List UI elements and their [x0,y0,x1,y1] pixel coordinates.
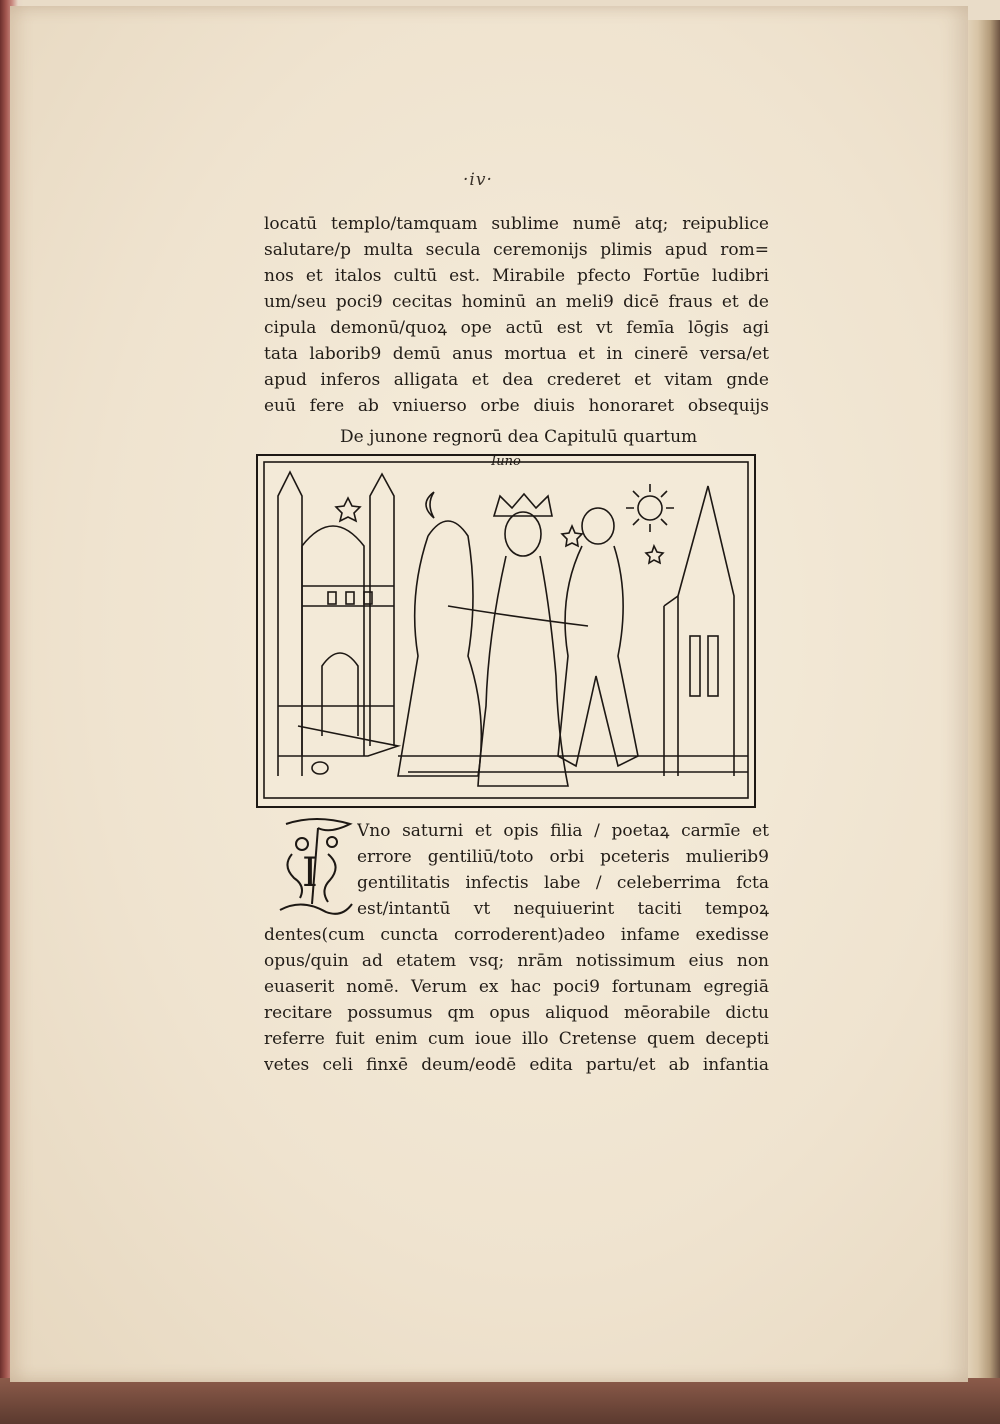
text-line: nos et italos cultū est. Mirabile pfecto Fortūe ludibri [264,266,769,286]
text-line: tata laborib9 demū anus mortua et in cinerē versa/et [264,344,769,364]
text-block-indented [357,818,769,922]
text-line: vetes celi finxē deum/eodē edita partu/et ab infantia [264,1055,769,1075]
initial-ornament [272,814,356,918]
text-line: dentes(cum cuncta corroderent)adeo infame exedisse [264,925,769,945]
text-line: um/seu poci9 cecitas hominū an meli9 dicē fraus et de [264,292,769,312]
woodcut-caption: Iuno [491,454,521,469]
text-line: apud inferos alligata et dea crederet et vitam gnde [264,370,769,390]
text-line: euū fere ab vniuerso orbe diuis honoraret obsequijs [264,396,769,416]
text-line: opus/quin ad etatem vsq; nrām notissimum eius non [264,951,769,971]
page-edge [968,20,1000,1390]
text-line: euaserit nomē. Verum ex hac poci9 fortunam egregiā [264,977,769,997]
text-line: salutare/p multa secula ceremonijs plimis apud rom= [264,240,769,260]
text-line: cipula demonū/quoꝝ ope actū est vt femīa lōgis agi [264,318,769,338]
chapter-heading: De junone regnorū dea Capitulū quartum [340,427,698,447]
decorated-initial [272,814,356,918]
text-block-top [264,211,769,419]
text-line: errore gentiliū/toto orbi pceteris mulierib9 [357,847,769,867]
text-line: referre fuit enim cum ioue illo Cretense quem decepti [264,1029,769,1049]
initial-letter: I [302,850,318,896]
text-line: locatū templo/tamquam sublime numē atq; reipublice [264,214,769,234]
folio-number: ·iv· [463,170,493,190]
text-line: recitare possumus qm opus aliquod mēorabile dictu [264,1003,769,1023]
text-block-bottom [264,922,769,1078]
woodcut-drawing [258,456,754,806]
text-line: Vno saturni et opis filia / poetaꝝ carmīe et [357,821,769,841]
woodcut-illustration [256,454,756,808]
binding-bottom [0,1378,1000,1424]
text-line: est/intantū vt nequiuerint taciti tempoꝝ [357,899,769,919]
text-line: gentilitatis infectis labe / celeberrima fcta [357,873,769,893]
